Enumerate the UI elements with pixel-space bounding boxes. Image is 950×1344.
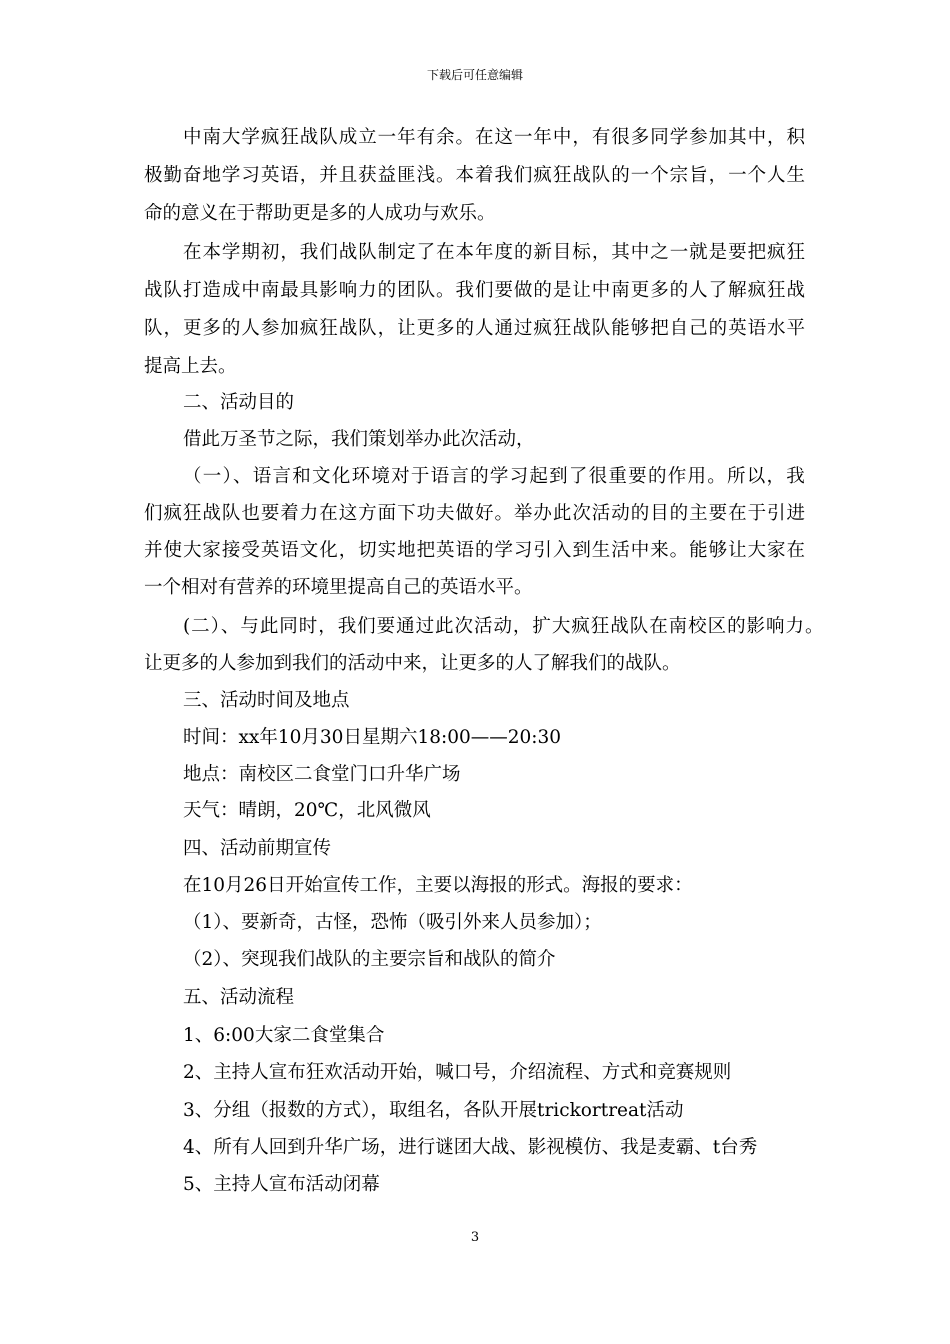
paragraph-line: 2、主持人宣布狂欢活动开始，喊口号，介绍流程、方式和竞赛规则 (183, 1062, 732, 1083)
paragraph-line: 天气：晴朗，20℃，北风微风 (183, 800, 431, 821)
paragraph-line: 3、分组（报数的方式），取组名，各队开展trickortreat活动 (183, 1100, 684, 1121)
paragraph-line: 借此万圣节之际，我们策划举办此次活动， (183, 429, 535, 450)
paragraph-line: 4、所有人回到升华广场，进行谜团大战、影视模仿、我是麦霸、t台秀 (183, 1137, 758, 1158)
paragraph-line: 命的意义在于帮助更是多的人成功与欢乐。 (144, 203, 496, 224)
paragraph-line: 1、6:00大家二食堂集合 (183, 1025, 385, 1046)
page-number: 3 (470, 1230, 480, 1245)
paragraph-line: 时间：xx年10月30日星期六18:00——20:30 (183, 727, 562, 748)
paragraph-line: （1）、要新奇，古怪，恐怖（吸引外来人员参加）； (183, 912, 602, 933)
paragraph-line: 四、活动前期宣传 (183, 838, 332, 859)
paragraph-line: 三、活动时间及地点 (183, 690, 350, 711)
paragraph-line: 地点：南校区二食堂门口升华广场 (183, 764, 461, 785)
paragraph-line: 中南大学疯狂战队成立一年有余。在这一年中，有很多同学参加其中，积 (183, 127, 806, 148)
paragraph-line: （一）、语言和文化环境对于语言的学习起到了很重要的作用。所以，我 (183, 466, 807, 487)
page-header: 下载后可任意编辑 (426, 68, 523, 82)
paragraph-line: 五、活动流程 (183, 987, 295, 1008)
paragraph-line: 队，更多的人参加疯狂战队，让更多的人通过疯狂战队能够把自己的英语水平 (144, 318, 806, 339)
paragraph-line: 在10月26日开始宣传工作，主要以海报的形式。海报的要求： (183, 875, 693, 896)
paragraph-line: 并使大家接受英语文化，切实地把英语的学习引入到生活中来。能够让大家在 (144, 540, 806, 561)
paragraph-line: 提高上去。 (144, 356, 237, 377)
paragraph-line: 5、主持人宣布活动闭幕 (183, 1174, 380, 1195)
paragraph-line: 让更多的人参加到我们的活动中来，让更多的人了解我们的战队。 (144, 653, 681, 674)
paragraph-line: 战队打造成中南最具影响力的团队。我们要做的是让中南更多的人了解疯狂战 (144, 280, 806, 301)
paragraph-line: 们疯狂战队也要着力在这方面下功夫做好。举办此次活动的目的主要在于引进 (144, 503, 806, 524)
paragraph-line: (二）、与此同时，我们要通过此次活动，扩大疯狂战队在南校区的影响力。 (183, 616, 825, 637)
paragraph-line: 一个相对有营养的环境里提高自己的英语水平。 (144, 577, 533, 598)
paragraph-line: 二、活动目的 (183, 392, 295, 413)
paragraph-line: （2）、突现我们战队的主要宗旨和战队的简介 (183, 949, 556, 970)
paragraph-line: 在本学期初，我们战队制定了在本年度的新目标，其中之一就是要把疯狂 (183, 242, 806, 263)
paragraph-line: 极勤奋地学习英语，并且获益匪浅。本着我们疯狂战队的一个宗旨，一个人生 (144, 165, 806, 186)
